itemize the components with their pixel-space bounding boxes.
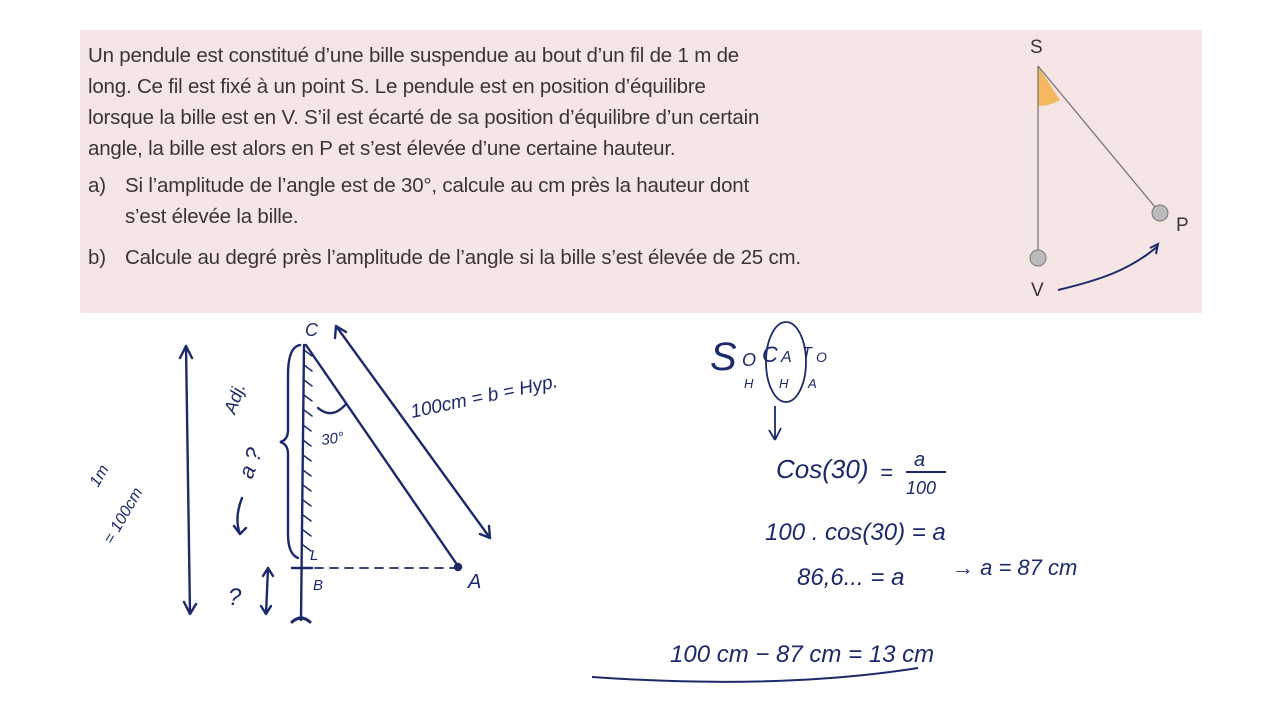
final-answer: 100 cm − 87 cm = 13 cm: [670, 641, 935, 668]
mnemonic-a2: A: [808, 376, 817, 391]
length-cm-label: = 100cm: [100, 484, 147, 547]
point-a-label: A: [468, 571, 482, 593]
mnemonic-t: T: [802, 345, 812, 362]
question-a-text: Si l’amplitude de l’angle est de 30°, calcule au cm près la hauteur dont: [125, 174, 749, 197]
mnemonic-h1: H: [744, 376, 754, 391]
point-b-label: B: [313, 577, 324, 594]
unknown-a-label: a ?: [233, 444, 268, 482]
point-c-label: C: [305, 320, 318, 340]
hypotenuse-label: 100cm = b = Hyp.: [408, 371, 560, 423]
point-v-label: V: [1031, 280, 1044, 301]
adjacent-side: [301, 345, 304, 620]
adjacent-label: Adj.: [219, 380, 250, 417]
ball-v: [1030, 250, 1046, 266]
mnemonic-o2: O: [816, 349, 827, 365]
angle-wedge: [1038, 66, 1060, 106]
question-a-marker: a): [88, 174, 106, 197]
exercise-text-line: angle, la bille est alors en P et s’est élevée d’une certaine hauteur.: [88, 137, 676, 160]
point-s-label: S: [1030, 37, 1043, 58]
step1-numerator: a: [914, 449, 926, 471]
question-b-marker: b): [88, 246, 106, 269]
mnemonic-h2: H: [779, 376, 789, 391]
pendulum-figure: [1030, 66, 1168, 290]
height-arrow-icon: [261, 568, 273, 614]
brace: [280, 345, 300, 558]
mnemonic-c: C: [762, 342, 778, 367]
hypotenuse-side: [306, 345, 458, 566]
down-arrow-icon: [234, 498, 246, 534]
angle-arc: [318, 404, 346, 413]
down-arrow-icon: [769, 406, 781, 440]
triangle-sketch: [180, 326, 490, 622]
hypotenuse-arrow-icon: [335, 326, 490, 538]
swing-arrow-icon: [1058, 244, 1158, 290]
exercise-text-line: Un pendule est constitué d’une bille suspendue au bout d’un fil de 1 m de: [88, 44, 739, 67]
mnemonic-s: S: [710, 335, 737, 379]
question-a-text: s’est élevée la bille.: [125, 205, 299, 228]
unknown-height-label: ?: [228, 584, 242, 611]
step1-lhs: Cos(30): [776, 454, 869, 484]
step3: 86,6... = a: [797, 564, 905, 591]
hatching: [303, 350, 312, 551]
step2: 100 . cos(30) = a: [765, 519, 946, 546]
angle-label: 30°: [320, 428, 346, 449]
point-a-dot: [455, 564, 461, 570]
underline: [592, 668, 918, 682]
step3-result: → a = 87 cm: [952, 555, 1078, 580]
step1-equals: =: [880, 460, 893, 485]
exercise-text-line: long. Ce fil est fixé à un point S. Le pendule est en position d’équilibre: [88, 75, 706, 98]
length-label: 1m: [86, 462, 113, 490]
ball-p: [1152, 205, 1168, 221]
mnemonic-o: O: [742, 350, 757, 370]
question-b-text: Calcule au degré près l’amplitude de l’angle si la bille s’est élevée de 25 cm.: [125, 246, 801, 269]
soh-cah-toa: [710, 322, 827, 440]
step1-denominator: 100: [906, 478, 937, 498]
point-l-label: L: [310, 547, 319, 564]
length-arrow-icon: [180, 346, 196, 614]
exercise-text-line: lorsque la bille est en V. S’il est écarté de sa position d’équilibre d’un certain: [88, 106, 760, 129]
mnemonic-a: A: [781, 349, 792, 366]
point-p-label: P: [1176, 215, 1189, 236]
pendulum-swung-string: [1038, 66, 1155, 207]
